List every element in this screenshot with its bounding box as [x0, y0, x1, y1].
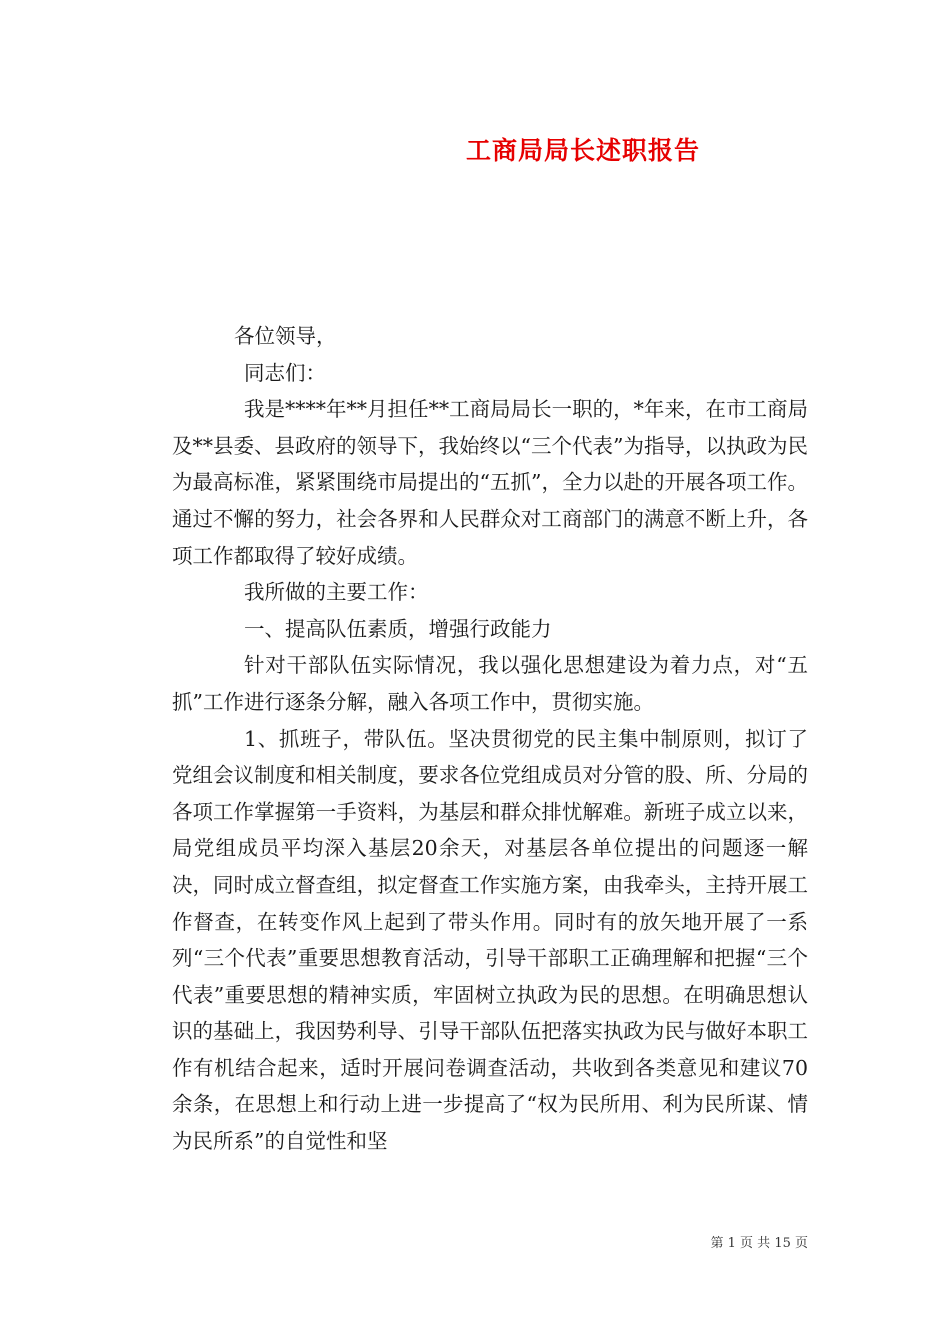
- paragraph-intro: 我是****年**月担任**工商局局长一职的，*年来，在市工商局及**县委、县政府的领导下，我始终以“三个代表”为指导，以执政为民为最高标准，紧紧围绕市局提出的“五抓”，全力以赴的开展各项工作。通过不懈的努力，社会各界和人民群众对工商部门的满意不断上升，各项工作都取得了较好成绩。: [172, 397, 808, 568]
- paragraph-leadership: 1、抓班子，带队伍。坚决贯彻党的民主集中制原则，拟订了党组会议制度和相关制度，要求各位党组成员对分管的股、所、分局的各项工作掌握第一手资料，为基层和群众排忧解难。新班子成立以来，局党组成员平均深入基层20余天，对基层各单位提出的问题逐一解决，同时成立督查组，拟定督查工作实施方案，由我牵头，主持开展工作督查，在转变作风上起到了带头作用。同时有的放矢地开展了一系列“三个代表”重要思想教育活动，引导干部职工正确理解和把握“三个代表”重要思想的精神实质，牢固树立执政为民的思想。在明确思想认识的基础上，我因势利导、引导干部队伍把落实执政为民与做好本职工作有机结合起来，适时开展问卷调查活动，共收到各类意见和建议70余条，在思想上和行动上进一步提高了“权为民所用、利为民所谋、情为民所系”的自觉性和坚: [172, 726, 808, 1154]
- salutation-leaders: 各位领导，: [234, 324, 337, 348]
- paragraph-team-building: 针对干部队伍实际情况，我以强化思想建设为着力点，对“五抓”工作进行逐条分解，融入各项工作中，贯彻实施。: [172, 653, 808, 714]
- section-heading-1: 一、提高队伍素质，增强行政能力: [244, 616, 552, 641]
- document-body: [172, 318, 808, 1160]
- salutation-comrades: 同志们：: [244, 360, 326, 385]
- paragraph-main-work-heading: 我所做的主要工作：: [244, 580, 429, 605]
- page-number: 第 1 页 共 15 页: [710, 1236, 808, 1251]
- document-title: 工商局局长述职报告: [465, 136, 700, 165]
